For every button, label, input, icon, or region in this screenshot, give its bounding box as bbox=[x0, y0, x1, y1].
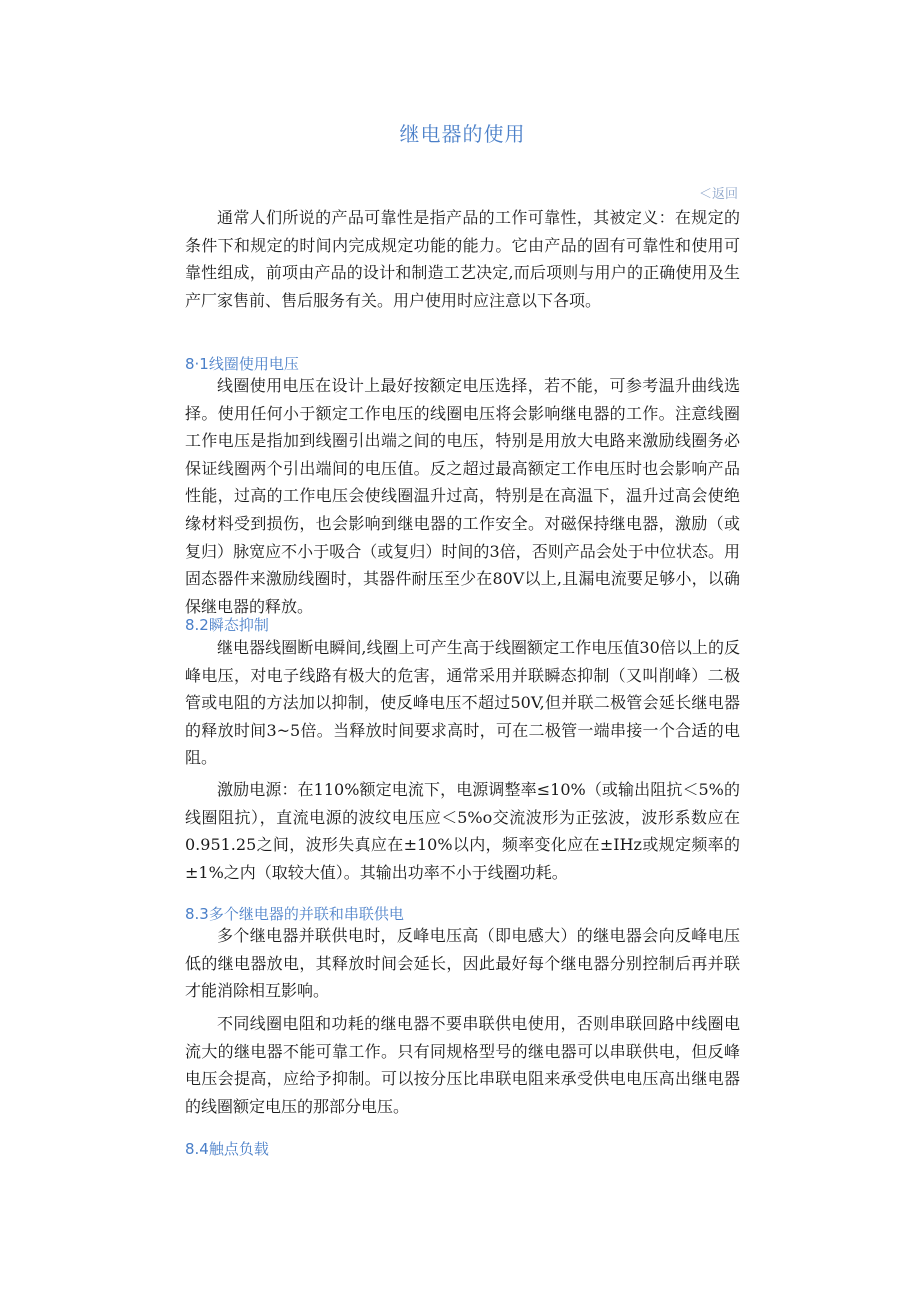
section-heading-8-4: 8.4触点负载 bbox=[185, 1140, 269, 1158]
section-8-3-paragraph-2: 不同线圈电阻和功耗的继电器不要串联供电使用，否则串联回路中线圈电流大的继电器不能可靠工作。只有同规格型号的继电器可以串联供电，但反峰电压会提高，应给予抑制。可以按分压比串联电阻来承受供电电压高出继电器的线圈额定电压的那部分电压。 bbox=[185, 1014, 740, 1116]
section-8-3-paragraph-1: 多个继电器并联供电时，反峰电压高（即电感大）的继电器会向反峰电压低的继电器放电，其释放时间会延长，因此最好每个继电器分别控制后再并联才能消除相互影响。 bbox=[185, 926, 740, 1001]
section-8-1-paragraph: 线圈使用电压在设计上最好按额定电压选择，若不能，可参考温升曲线选择。使用任何小于额定工作电压的线圈电压将会影响继电器的工作。注意线圈工作电压是指加到线圈引出端之间的电压，特别是用放大电路来激励线圈务必保证线圈两个引出端间的电压值。反之超过最高额定工作电压时也会影响产品性能，过高的工作电压会使线圈温升过高，特别是在高温下，温升过高会使绝缘材料受到损伤，也会影响到继电器的工作安全。对磁保持继电器，激励（或复归）脉宽应不小于吸合（或复归）时间的3倍，否则产品会处于中位状态。用固态器件来激励线圈时，其器件耐压至少在80V以上,且漏电流要足够小，以确保继电器的释放。 bbox=[185, 376, 740, 616]
section-heading-8-2: 8.2瞬态抑制 bbox=[185, 616, 269, 634]
section-8-2-paragraph-2: 激励电源：在110%额定电流下，电源调整率≤10%（或输出阻抗＜5%的线圈阻抗），直流电源的波纹电压应＜5%o交流波形为正弦波，波形系数应在0.951.25之间，波形失真应在±10%以内，频率变化应在±IHz或规定频率的±1%之内（取较大值）。其输出功率不小于线圈功耗。 bbox=[185, 780, 740, 882]
section-8-2-paragraph-1: 继电器线圈断电瞬间,线圈上可产生高于线圈额定工作电压值30倍以上的反峰电压，对电子线路有极大的危害，通常采用并联瞬态抑制（又叫削峰）二极管或电阻的方法加以抑制，使反峰电压不超过50V,但并联二极管会延长继电器的释放时间3~5倍。当释放时间要求高时，可在二极管一端串接一个合适的电阻。 bbox=[185, 638, 740, 768]
section-heading-8-3: 8.3多个继电器的并联和串联供电 bbox=[185, 905, 404, 923]
page-title: 继电器的使用 bbox=[399, 122, 526, 146]
section-heading-8-1: 8·1线圈使用电压 bbox=[185, 355, 299, 373]
intro-paragraph: 通常人们所说的产品可靠性是指产品的工作可靠性，其被定义：在规定的条件下和规定的时间内完成规定功能的能力。它由产品的固有可靠性和使用可靠性组成，前项由产品的设计和制造工艺决定,而后项则与用户的正确使用及生产厂家售前、售后服务有关。用户使用时应注意以下各项。 bbox=[185, 208, 740, 310]
back-link[interactable]: ＜返回 bbox=[698, 187, 738, 202]
